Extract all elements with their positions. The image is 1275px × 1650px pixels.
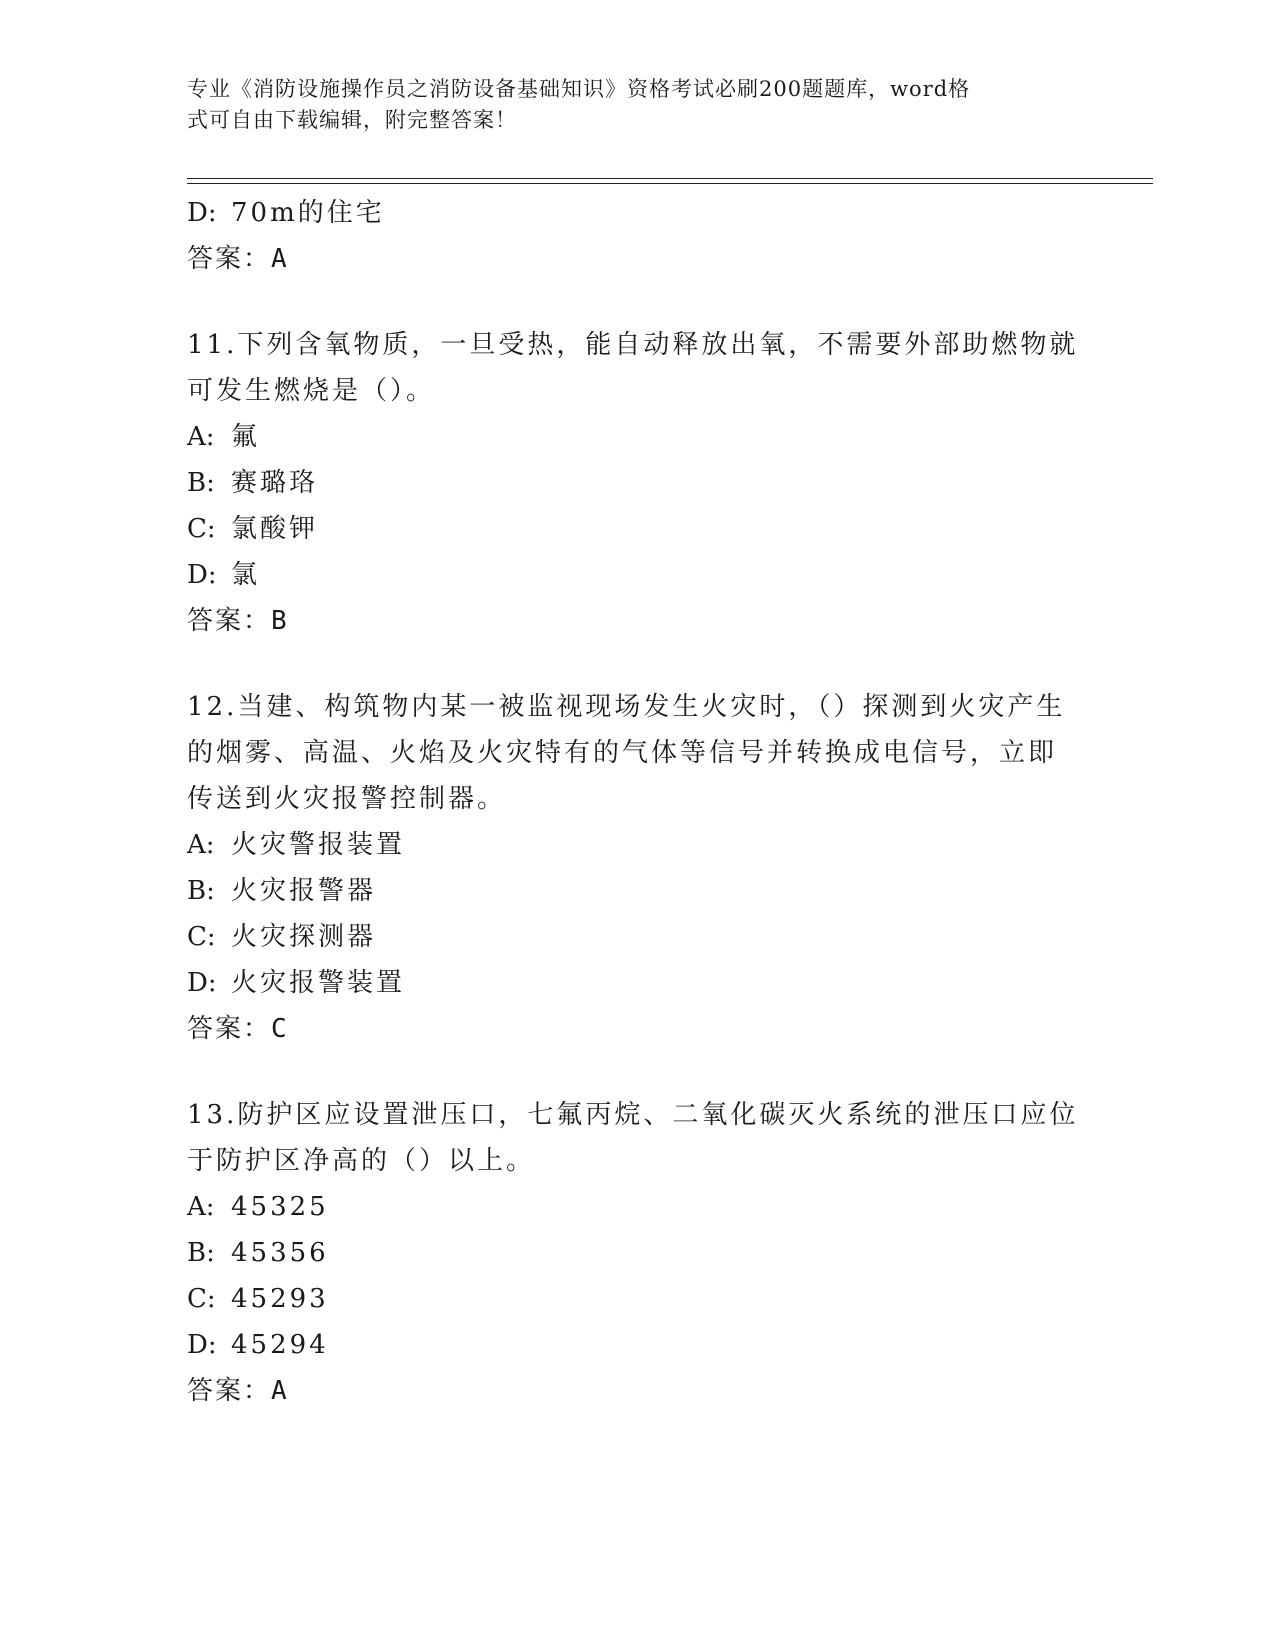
option-text: 45356	[231, 1238, 329, 1268]
stem-line: 11.下列含氧物质，一旦受热，能自动释放出氧，不需要外部助燃物就	[187, 330, 1079, 360]
answer-line	[187, 1006, 1087, 1052]
answer-line	[187, 1368, 1087, 1414]
option-text: 氯	[231, 560, 261, 590]
option-key: B:	[187, 1238, 215, 1268]
header-line-1: 专业《消防设施操作员之消防设备基础知识》资格考试必刷200题题库，word格	[187, 77, 971, 101]
question-11	[187, 322, 1087, 644]
option-c	[187, 1276, 1087, 1322]
option-text: 火灾报警器	[231, 876, 377, 906]
option-d	[187, 552, 1087, 598]
option-key: A:	[187, 830, 215, 860]
option-key: C:	[187, 514, 216, 544]
option-key: B:	[187, 876, 215, 906]
answer-value: A	[271, 1376, 289, 1406]
option-text: 火灾报警装置	[231, 968, 406, 998]
option-text: 45293	[231, 1284, 329, 1314]
option-key: C:	[187, 922, 216, 952]
option-key: C:	[187, 1284, 216, 1314]
question-12	[187, 684, 1087, 1052]
option-key: D:	[187, 968, 217, 998]
question-stem	[187, 684, 1087, 822]
stem-line: 可发生燃烧是（）。	[187, 376, 436, 406]
option-d	[187, 1322, 1087, 1368]
answer-label: 答案：	[187, 1376, 272, 1406]
question-13	[187, 1092, 1087, 1414]
answer-value: B	[271, 606, 289, 636]
option-text: 赛璐珞	[231, 468, 319, 498]
stem-line: 传送到火灾报警控制器。	[187, 784, 507, 814]
answer-line	[187, 598, 1087, 644]
header-divider-top	[187, 178, 1153, 179]
question-list	[187, 190, 1087, 1414]
option-c	[187, 506, 1087, 552]
option-key: D:	[187, 560, 217, 590]
option-key: A:	[187, 422, 215, 452]
option-key: D:	[187, 1330, 217, 1360]
option-a	[187, 414, 1087, 460]
header-line-2: 式可自由下载编辑，附完整答案！	[187, 108, 517, 132]
option-key: D:	[187, 198, 217, 228]
option-text: 45294	[231, 1330, 329, 1360]
option-b	[187, 868, 1087, 914]
header-divider-bottom	[187, 183, 1153, 184]
option-text: 70m的住宅	[231, 198, 385, 228]
option-text: 火灾探测器	[231, 922, 377, 952]
option-b	[187, 460, 1087, 506]
option-d	[187, 960, 1087, 1006]
option-text: 氟	[231, 422, 261, 452]
stem-line: 13.防护区应设置泄压口，七氟丙烷、二氧化碳灭火系统的泄压口应位	[187, 1100, 1079, 1130]
question-stem	[187, 322, 1087, 414]
answer-label: 答案：	[187, 1014, 272, 1044]
stem-line: 于防护区净高的（）以上。	[187, 1146, 536, 1176]
document-header	[187, 74, 1067, 136]
option-key: A:	[187, 1192, 215, 1222]
answer-label: 答案：	[187, 244, 272, 274]
option-key: B:	[187, 468, 215, 498]
answer-label: 答案：	[187, 606, 272, 636]
option-b	[187, 1230, 1087, 1276]
stem-line: 12.当建、构筑物内某一被监视现场发生火灾时，（）探测到火灾产生	[187, 692, 1066, 722]
option-c	[187, 914, 1087, 960]
answer-line	[187, 236, 1087, 282]
option-a	[187, 822, 1087, 868]
answer-value: A	[271, 244, 289, 274]
option-text: 45325	[231, 1192, 329, 1222]
answer-value: C	[271, 1014, 289, 1044]
option-d	[187, 190, 1087, 236]
question-stem	[187, 1092, 1087, 1184]
option-text: 火灾警报装置	[231, 830, 406, 860]
option-text: 氯酸钾	[231, 514, 319, 544]
option-a	[187, 1184, 1087, 1230]
stem-line: 的烟雾、高温、火焰及火灾特有的气体等信号并转换成电信号，立即	[187, 738, 1058, 768]
